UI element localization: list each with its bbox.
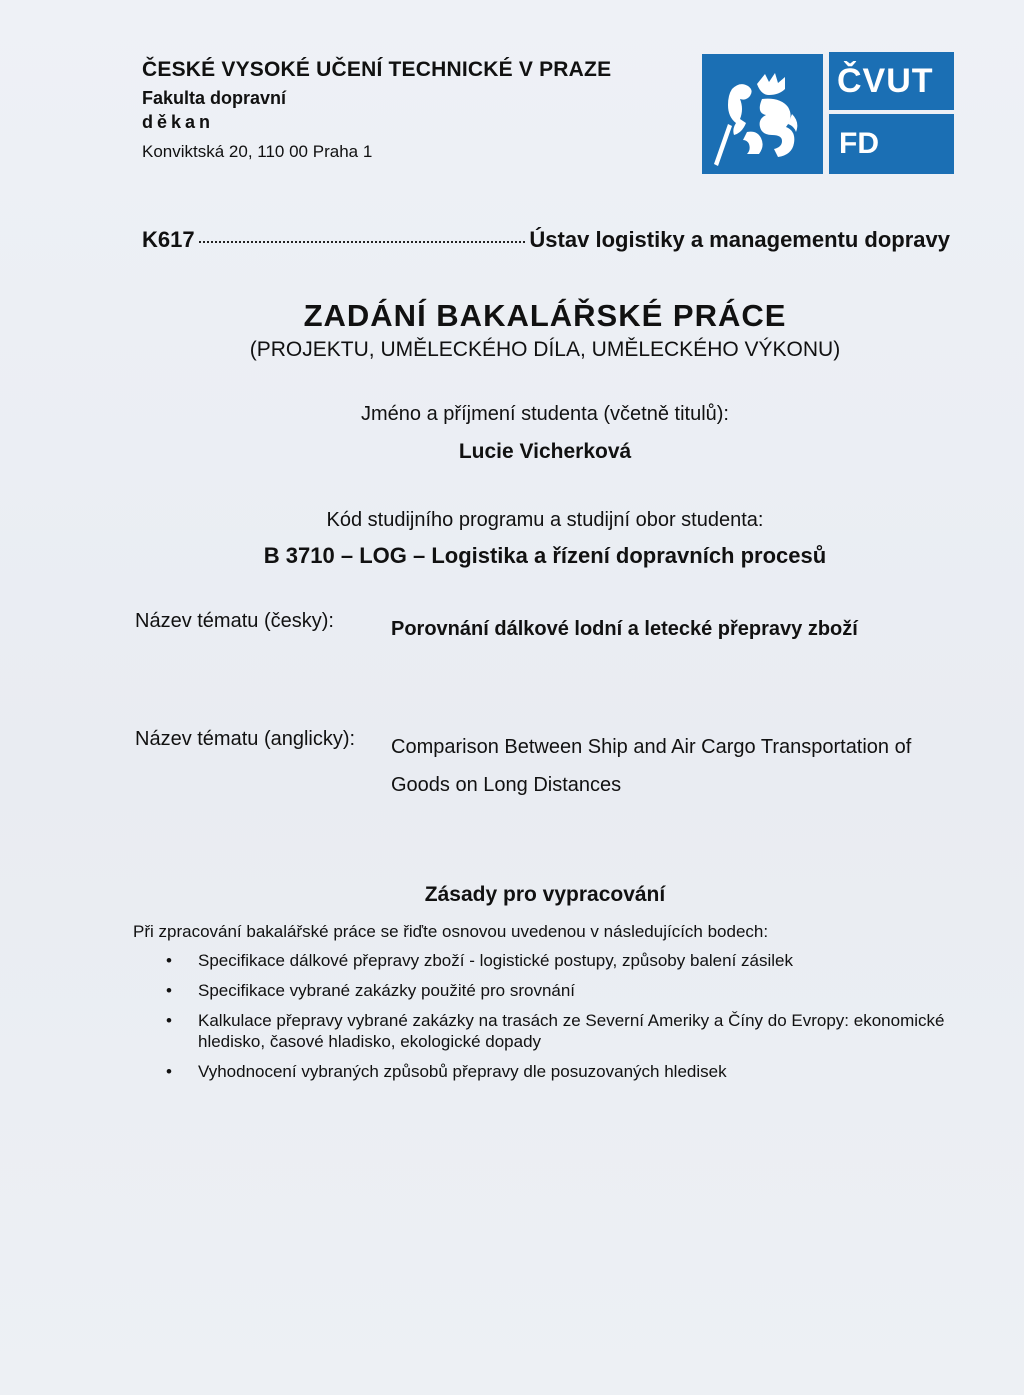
student-name: Lucie Vicherková [458, 440, 632, 463]
department-code: K617 [142, 227, 195, 252]
bullet-icon: • [166, 1062, 172, 1081]
bullet-icon: • [166, 1011, 172, 1030]
logo-cvut-text: ČVUT [829, 52, 954, 110]
dean-label: děkan [142, 112, 215, 132]
address: Konviktská 20, 110 00 Praha 1 [142, 142, 373, 161]
principles-intro: Při zpracování bakalářské práce se řiďte osnovou uvedenou v následujících bodech: [133, 922, 769, 941]
list-item-text: Specifikace vybrané zakázky použité pro srovnání [198, 981, 576, 1000]
list-item [160, 1010, 960, 1052]
topic-english-row [135, 728, 951, 804]
lion-emblem-icon [702, 54, 823, 174]
principles-list [160, 950, 960, 1091]
bullet-icon: • [166, 951, 172, 970]
topic-english-value: Comparison Between Ship and Air Cargo Transportation of Goods on Long Distances [391, 736, 912, 796]
list-item-text: Specifikace dálkové přepravy zboží - logistické postupy, způsoby balení zásilek [198, 951, 793, 970]
list-item-text: Kalkulace přepravy vybrané zakázky na trasách ze Severní Ameriky a Číny do Evropy: ekonomické hledisko, časové hladisko, ekologické dopady [198, 1011, 945, 1051]
list-item [160, 950, 960, 971]
list-item-text: Vyhodnocení vybraných způsobů přepravy dle posuzovaných hledisek [198, 1062, 727, 1081]
principles-heading: Zásady pro vypracování [424, 883, 666, 906]
topic-czech-label: Název tématu (česky): [135, 610, 334, 632]
cvut-fd-logo [702, 52, 954, 174]
letterhead [142, 58, 611, 162]
faculty-name: Fakulta dopravní [142, 88, 287, 108]
document-subtitle: (PROJEKTU, UMĚLECKÉHO DÍLA, UMĚLECKÉHO VÝKONU) [249, 338, 841, 361]
university-name: ČESKÉ VYSOKÉ UČENÍ TECHNICKÉ V PRAZE [142, 58, 612, 81]
study-program: B 3710 – LOG – Logistika a řízení dopravních procesů [263, 543, 827, 568]
bullet-icon: • [166, 981, 172, 1000]
dotted-leader [199, 241, 526, 243]
topic-english-label: Název tématu (anglicky): [135, 728, 356, 750]
list-item [160, 980, 960, 1001]
logo-fd-text: FD [829, 114, 954, 174]
list-item [160, 1061, 960, 1082]
topic-czech-row [135, 610, 951, 648]
student-name-label: Jméno a příjmení studenta (včetně titulů): [361, 403, 729, 425]
document-title: ZADÁNÍ BAKALÁŘSKÉ PRÁCE [303, 298, 787, 333]
department-name: Ústav logistiky a managementu dopravy [529, 227, 950, 252]
topic-czech-value: Porovnání dálkové lodní a letecké přepravy zboží [391, 618, 858, 640]
program-label: Kód studijního programu a studijní obor studenta: [326, 509, 764, 531]
department-line [142, 227, 950, 253]
